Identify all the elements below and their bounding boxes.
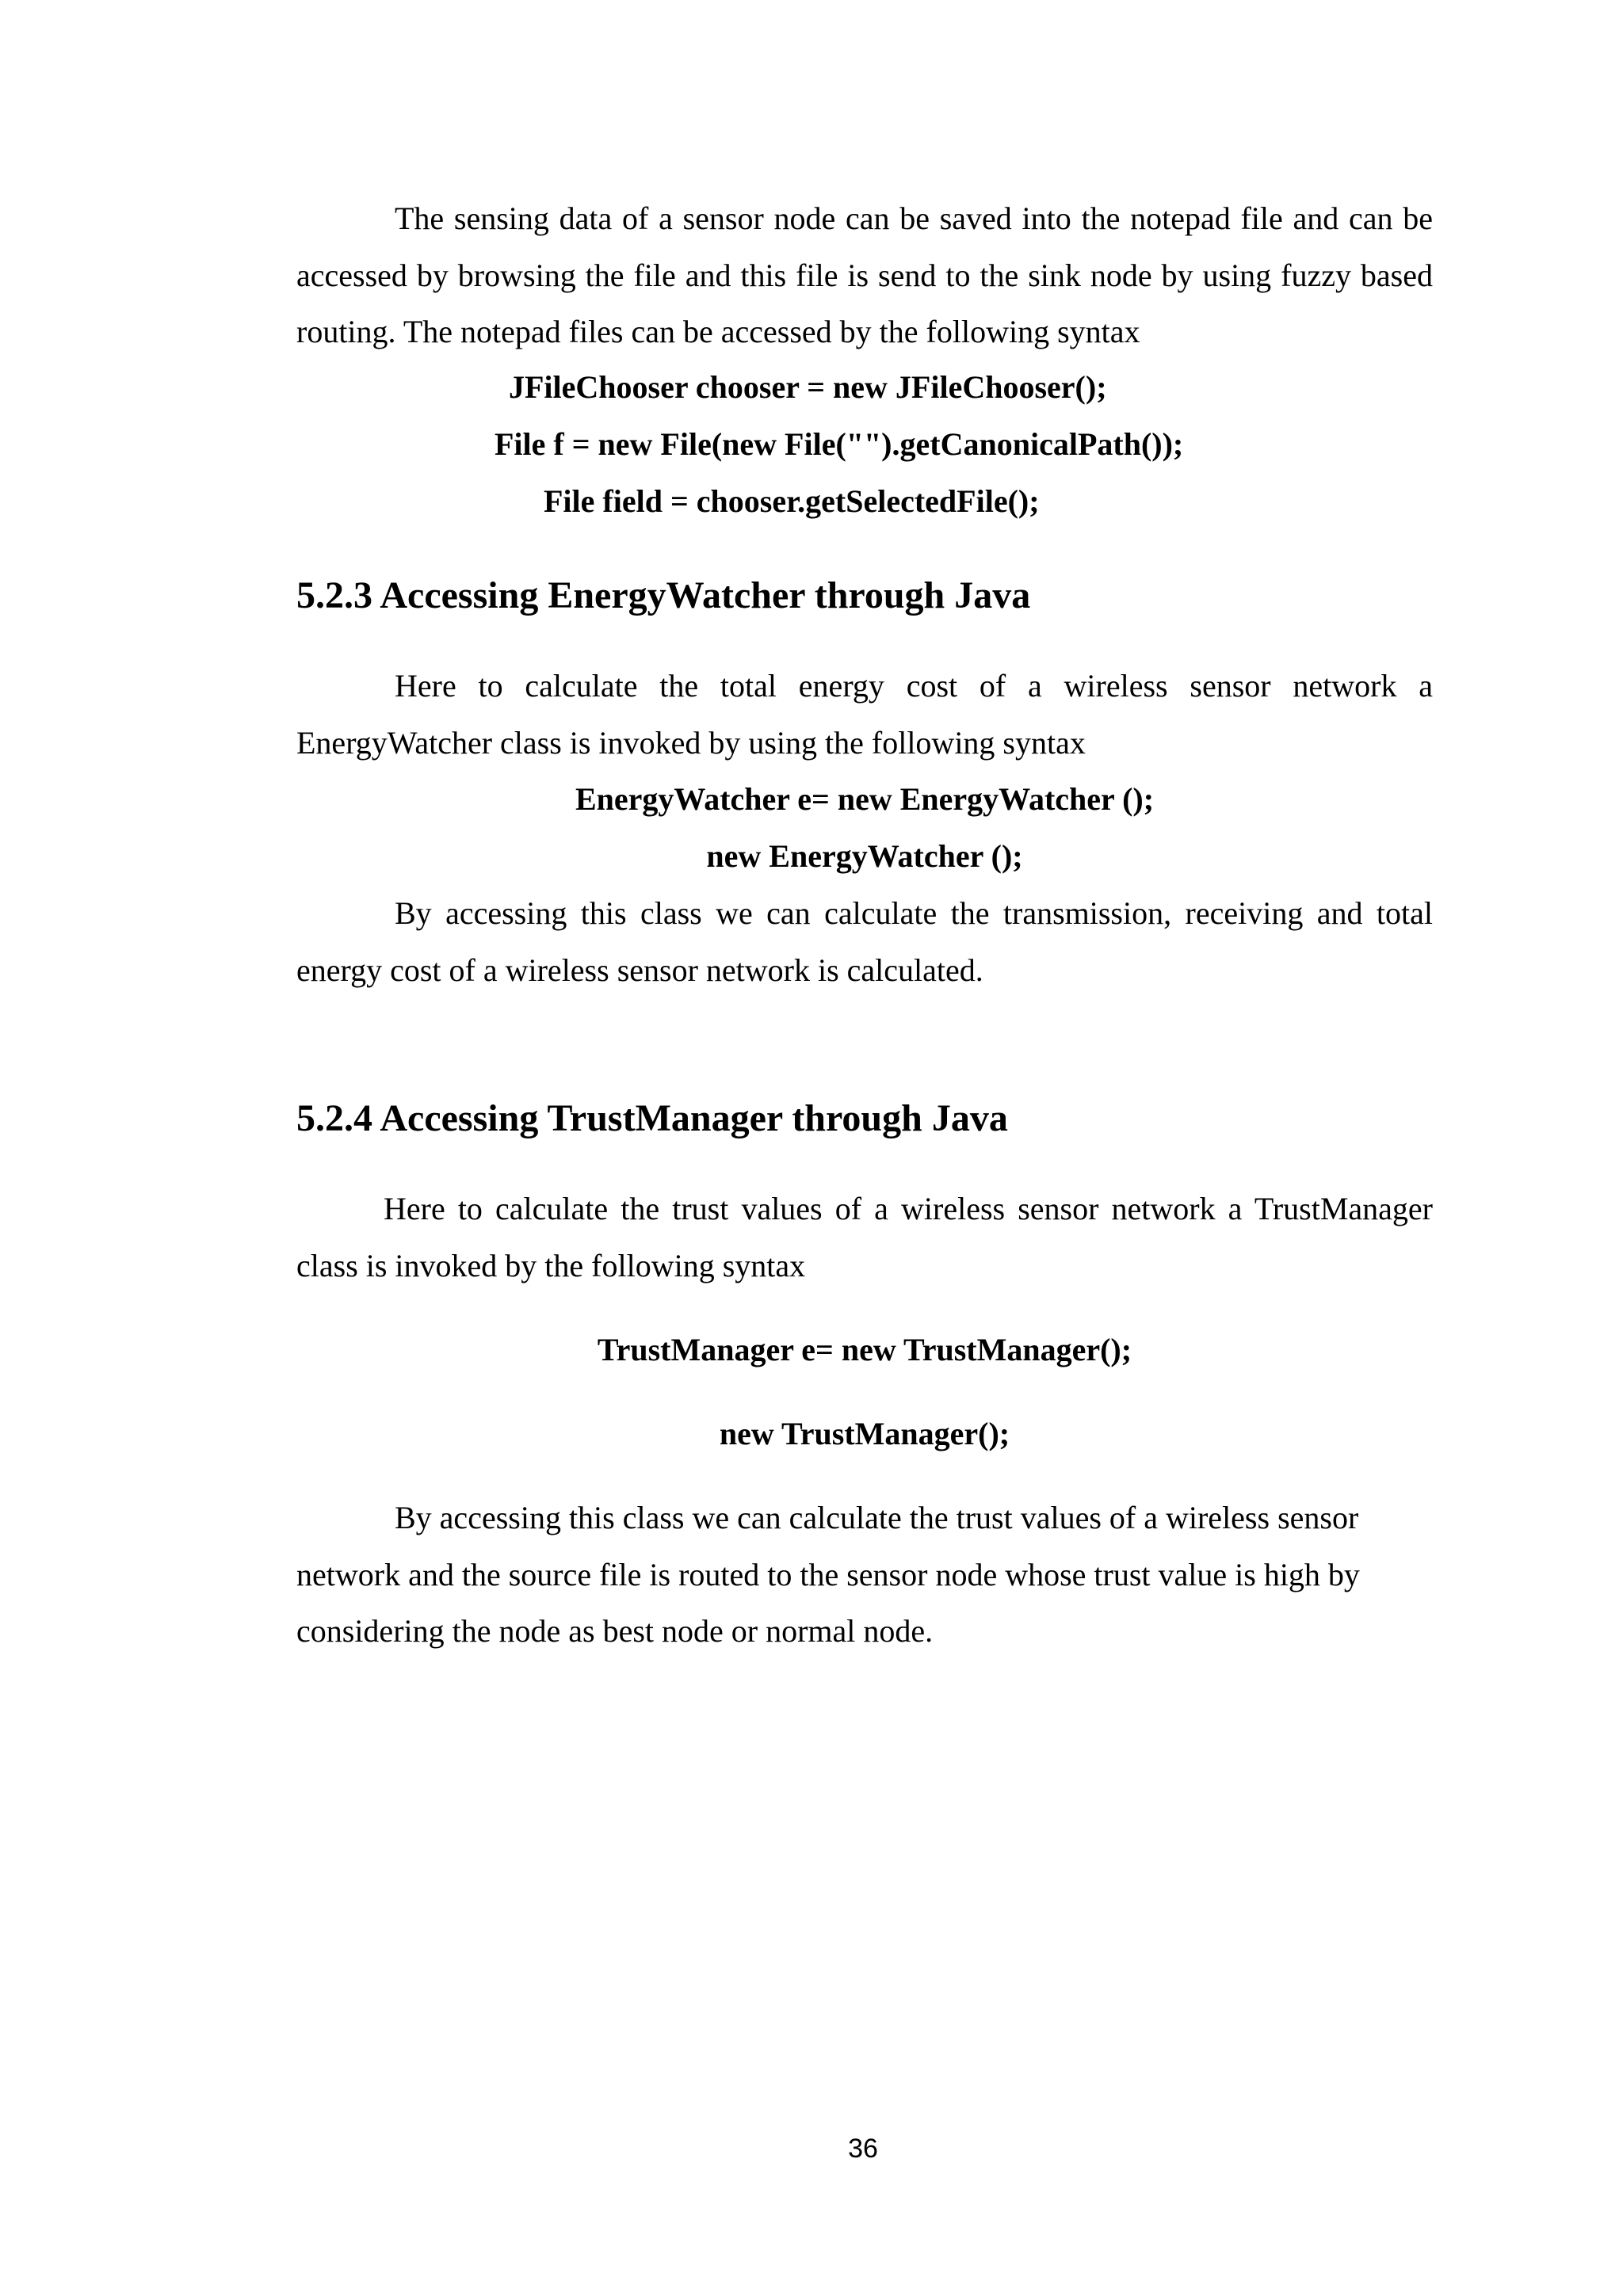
page-number: 36 — [848, 2134, 878, 2164]
code-line-trustmanager-new: new TrustManager(); — [719, 1416, 1010, 1451]
section-5-2-4-intro — [296, 1180, 1433, 1294]
section-5-2-3-body — [296, 885, 1433, 998]
code-line-energywatcher-instance: EnergyWatcher e= new EnergyWatcher (); — [575, 781, 1155, 817]
intro-section — [296, 190, 1433, 360]
code-line-file: File f = new File(new File("").getCanonicalPath()); — [495, 426, 1184, 462]
section-heading-5-2-4: 5.2.4 Accessing TrustManager through Java — [296, 1097, 1008, 1139]
section-heading-5-2-3: 5.2.3 Accessing EnergyWatcher through Java — [296, 574, 1031, 616]
section-5-2-3-paragraph: Here to calculate the total energy cost of a wireless sensor network a EnergyWatcher class is invoked by using the following syntax — [296, 668, 1433, 761]
section-5-2-3-intro — [296, 658, 1433, 771]
code-line-selected-file: File field = chooser.getSelectedFile(); — [544, 483, 1040, 519]
section-5-2-4-body — [296, 1489, 1433, 1660]
section-5-2-4-paragraph: Here to calculate the trust values of a wireless sensor network a TrustManager class is invoked by the following syntax — [296, 1191, 1433, 1283]
code-line-trustmanager-instance: TrustManager e= new TrustManager(); — [597, 1332, 1132, 1367]
code-line-filechooser: JFileChooser chooser = new JFileChooser(); — [509, 369, 1107, 405]
code-line-energywatcher-new: new EnergyWatcher (); — [706, 838, 1023, 874]
section-5-2-4-paragraph-2: By accessing this class we can calculate the trust values of a wireless sensor network and the source file is routed to the sensor node whose trust value is high by considering the node as best node or normal node. — [296, 1500, 1360, 1649]
intro-paragraph: The sensing data of a sensor node can be saved into the notepad file and can be accessed by browsing the file and this file is send to the sink node by using fuzzy based routing. The notepad files can be accessed by the following syntax — [296, 200, 1433, 349]
section-5-2-3-paragraph-2: By accessing this class we can calculate the transmission, receiving and total energy cost of a wireless sensor network is calculated. — [296, 895, 1433, 988]
